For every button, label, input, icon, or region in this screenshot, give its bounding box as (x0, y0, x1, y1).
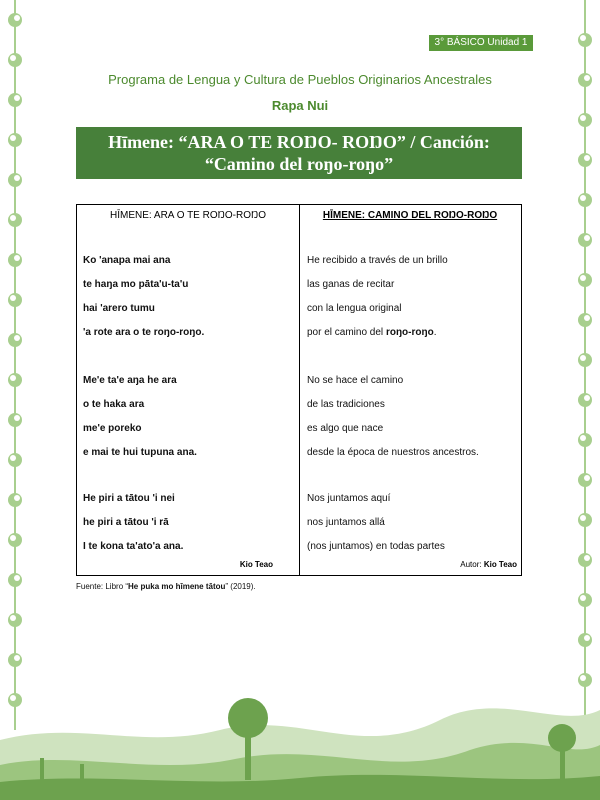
poem-line: hai 'arero tumu (83, 303, 155, 314)
poem-line: he piri a tātou 'i rā (83, 517, 169, 528)
poem-line: 'a rote ara o te roŋo-roŋo. (83, 327, 205, 338)
poem-line: (nos juntamos) en todas partes (307, 541, 445, 552)
poem-line: He recibido a través de un brillo (307, 255, 448, 266)
poem-line: te haŋa mo pāta'u-ta'u (83, 279, 189, 290)
poem-line: He piri a tātou 'i nei (83, 493, 175, 504)
program-title: Programa de Lengua y Cultura de Pueblos Originarios Ancestrales (108, 72, 492, 87)
poem-line: por el camino del roŋo-roŋo. (307, 327, 437, 338)
poem-line: las ganas de recitar (307, 279, 395, 290)
source-citation: Fuente: Libro “He puka mo hīmene tātou” (2019). (76, 582, 256, 591)
author-credit: Kio Teao (239, 560, 273, 569)
spanish-column (299, 205, 521, 575)
rapa-nui-heading: HĪMENE: ARA O TE ROŊO-ROŊO (110, 210, 266, 221)
song-title-banner (76, 127, 522, 179)
rapa-nui-column (77, 205, 300, 575)
author-credit: Autor: Kio Teao (460, 560, 517, 569)
poem-line: o te haka ara (83, 399, 145, 410)
poem-line: desde la época de nuestros ancestros. (307, 447, 479, 458)
poem-line: Me'e ta'e aŋa he ara (83, 375, 177, 386)
poem-table (76, 204, 522, 576)
poem-line: nos juntamos allá (307, 517, 385, 528)
language-subtitle: Rapa Nui (271, 98, 329, 113)
poem-line: Nos juntamos aquí (307, 493, 391, 504)
spanish-heading: HĪMENE: CAMINO DEL ROŊO-ROŊO (322, 210, 498, 221)
song-title: Hīmene: “ARA O TE ROŊO- ROŊO” / Canción: “Camino del roŋo-roŋo” (108, 132, 490, 174)
grade-unit-badge: 3° BÁSICO Unidad 1 (429, 35, 533, 51)
poem-line: No se hace el camino (307, 375, 404, 386)
landscape-footer-icon (0, 680, 600, 800)
poem-line: Ko 'anapa mai ana (83, 255, 171, 266)
poem-line: e mai te hui tupuna ana. (83, 447, 197, 458)
poem-line: me'e poreko (83, 423, 142, 434)
poem-line: de las tradiciones (307, 399, 385, 410)
poem-line: es algo que nace (307, 423, 384, 434)
poem-line: I te kona ta'ato'a ana. (83, 541, 184, 552)
poem-line: con la lengua original (307, 303, 402, 314)
